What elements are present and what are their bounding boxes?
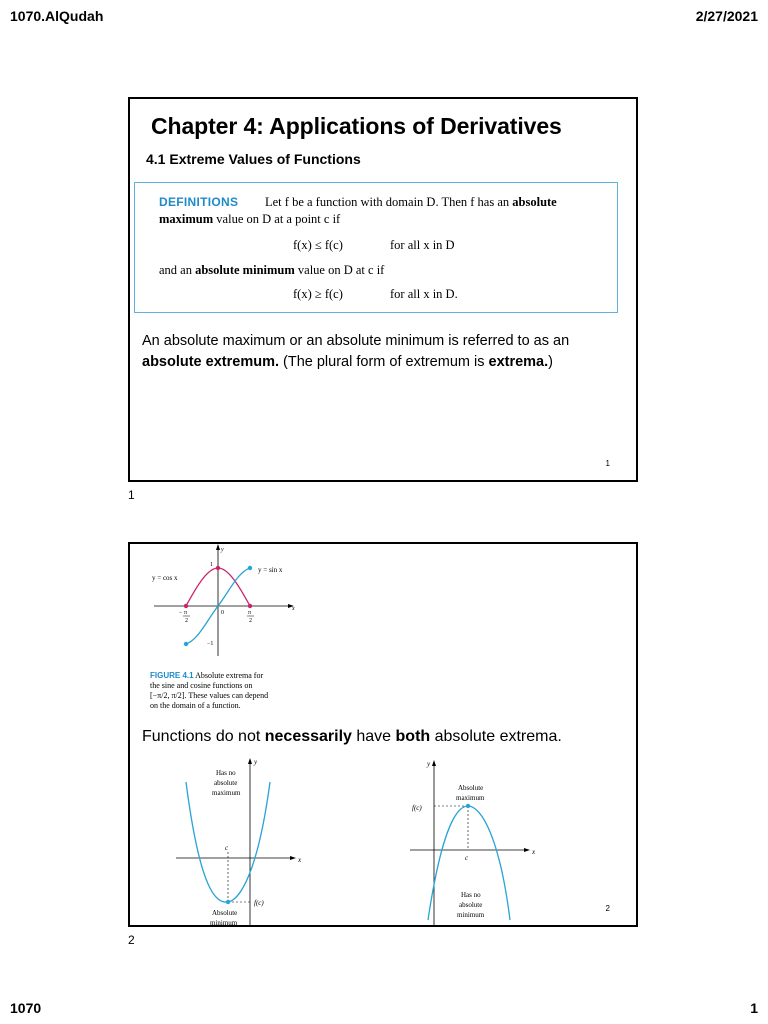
tick-pi: π [248,610,252,616]
caption-text: Absolute extrema for [193,671,264,680]
tick-one: 1 [210,562,213,568]
absolute-maximum-point [466,804,470,808]
slide-title: Chapter 4: Applications of Derivatives [151,113,562,139]
cosine-endpoint-right [248,604,252,608]
definition-line-1 [265,195,557,210]
definition-box [134,182,618,313]
c-label: c [465,854,469,862]
slide-subtitle: 4.1 Extreme Values of Functions [146,151,361,167]
sine-maximum-point [248,566,252,570]
x-axis-arrow [290,856,296,860]
abs-min-label: Absolute [212,909,238,917]
body-text: (The plural form of extremum is [279,354,489,370]
y-axis-label: y [254,758,258,766]
y-axis-arrow [432,760,436,766]
sine-minimum-point [184,642,188,646]
no-min-label: minimum [457,911,485,919]
cosine-maximum-point [216,566,220,570]
x-axis-label: x [292,606,295,612]
tick-neg-sign: − [179,610,183,616]
footer-left: 1070 [10,1000,42,1016]
caption-line-3: [−π/2, π/2]. These values can depend [150,691,269,700]
parabola-down-figure [406,752,536,927]
definition-bold: absolute minimum [195,263,295,277]
definition-text: value on D at a point c if [213,212,341,226]
slide-page-number: 2 [605,904,610,913]
header-date: 2/27/2021 [695,8,758,24]
body-line-1: An absolute maximum or an absolute minimum is referred to as an [142,333,570,349]
figure-caption [150,671,310,711]
statement-text: Functions do not [142,728,265,745]
statement-text: have [351,728,396,745]
abs-max-label: Absolute [458,784,484,792]
y-axis-label: y [221,547,224,553]
slide-page-number: 1 [605,459,610,468]
no-min-label: Has no [461,891,481,899]
sine-label: y = sin x [258,566,283,574]
cosine-label: y = cos x [152,574,178,582]
tick-neg-one: −1 [207,641,214,647]
caption-line-2: the sine and cosine functions on [150,681,253,690]
for-all-max: for all x in D [390,238,455,252]
cosine-endpoint-left [184,604,188,608]
statement-bold: necessarily [264,728,352,745]
no-max-label: absolute [214,779,238,787]
x-axis-label: x [532,848,536,856]
tick-denominator: 2 [249,618,252,624]
inequality-min: f(x) ≥ f(c) [293,287,343,301]
fc-label: f(c) [412,804,422,812]
definition-bold: absolute [512,195,557,209]
definition-text: value on D at c if [294,263,385,277]
body-paragraph [142,331,622,373]
figure-number: FIGURE 4.1 [150,671,194,680]
body-text: ) [548,354,553,370]
tick-denominator: 2 [185,618,188,624]
tick-neg-pi: π [184,610,188,616]
c-label: c [225,844,229,852]
parabola-up-figure [174,752,314,927]
statement-bold: both [395,728,431,745]
definition-line-2 [159,212,340,227]
body-line-2 [142,352,622,373]
tick-zero: 0 [221,610,224,616]
footer-page-number: 1 [750,1000,758,1016]
for-all-min: for all x in D. [390,287,458,301]
caption-line-4: on the domain of a function. [150,701,241,710]
definition-text: Let f be a function with domain D. Then f has an [265,195,513,209]
no-min-label: absolute [459,901,483,909]
inequality-max: f(x) ≤ f(c) [293,238,343,252]
definition-bold: maximum [159,212,214,226]
header-left: 1070.AlQudah [10,8,104,24]
slide-index: 1 [128,488,135,502]
absolute-minimum-point [226,900,230,904]
slide-1 [128,97,638,482]
caption-line-1 [150,671,310,681]
definition-line-4 [159,263,384,278]
definition-text: and an [159,263,196,277]
no-max-label: Has no [216,769,236,777]
sine-cosine-figure [148,544,318,656]
definitions-label: DEFINITIONS [159,195,239,209]
y-axis-arrow [216,544,220,550]
no-max-label: maximum [212,789,241,797]
x-axis-label: x [298,856,302,864]
y-axis-label: y [427,760,431,768]
abs-max-label: maximum [456,794,485,802]
y-axis-arrow [248,758,252,764]
slide-2 [128,542,638,927]
body-bold: absolute extremum. [142,354,279,370]
abs-min-label: minimum [210,919,238,927]
slide-index: 2 [128,933,135,947]
fc-label: f(c) [254,899,264,907]
statement-line [142,728,562,746]
x-axis-arrow [524,848,530,852]
body-bold: extrema. [488,354,549,370]
statement-text: absolute extrema. [430,728,562,745]
